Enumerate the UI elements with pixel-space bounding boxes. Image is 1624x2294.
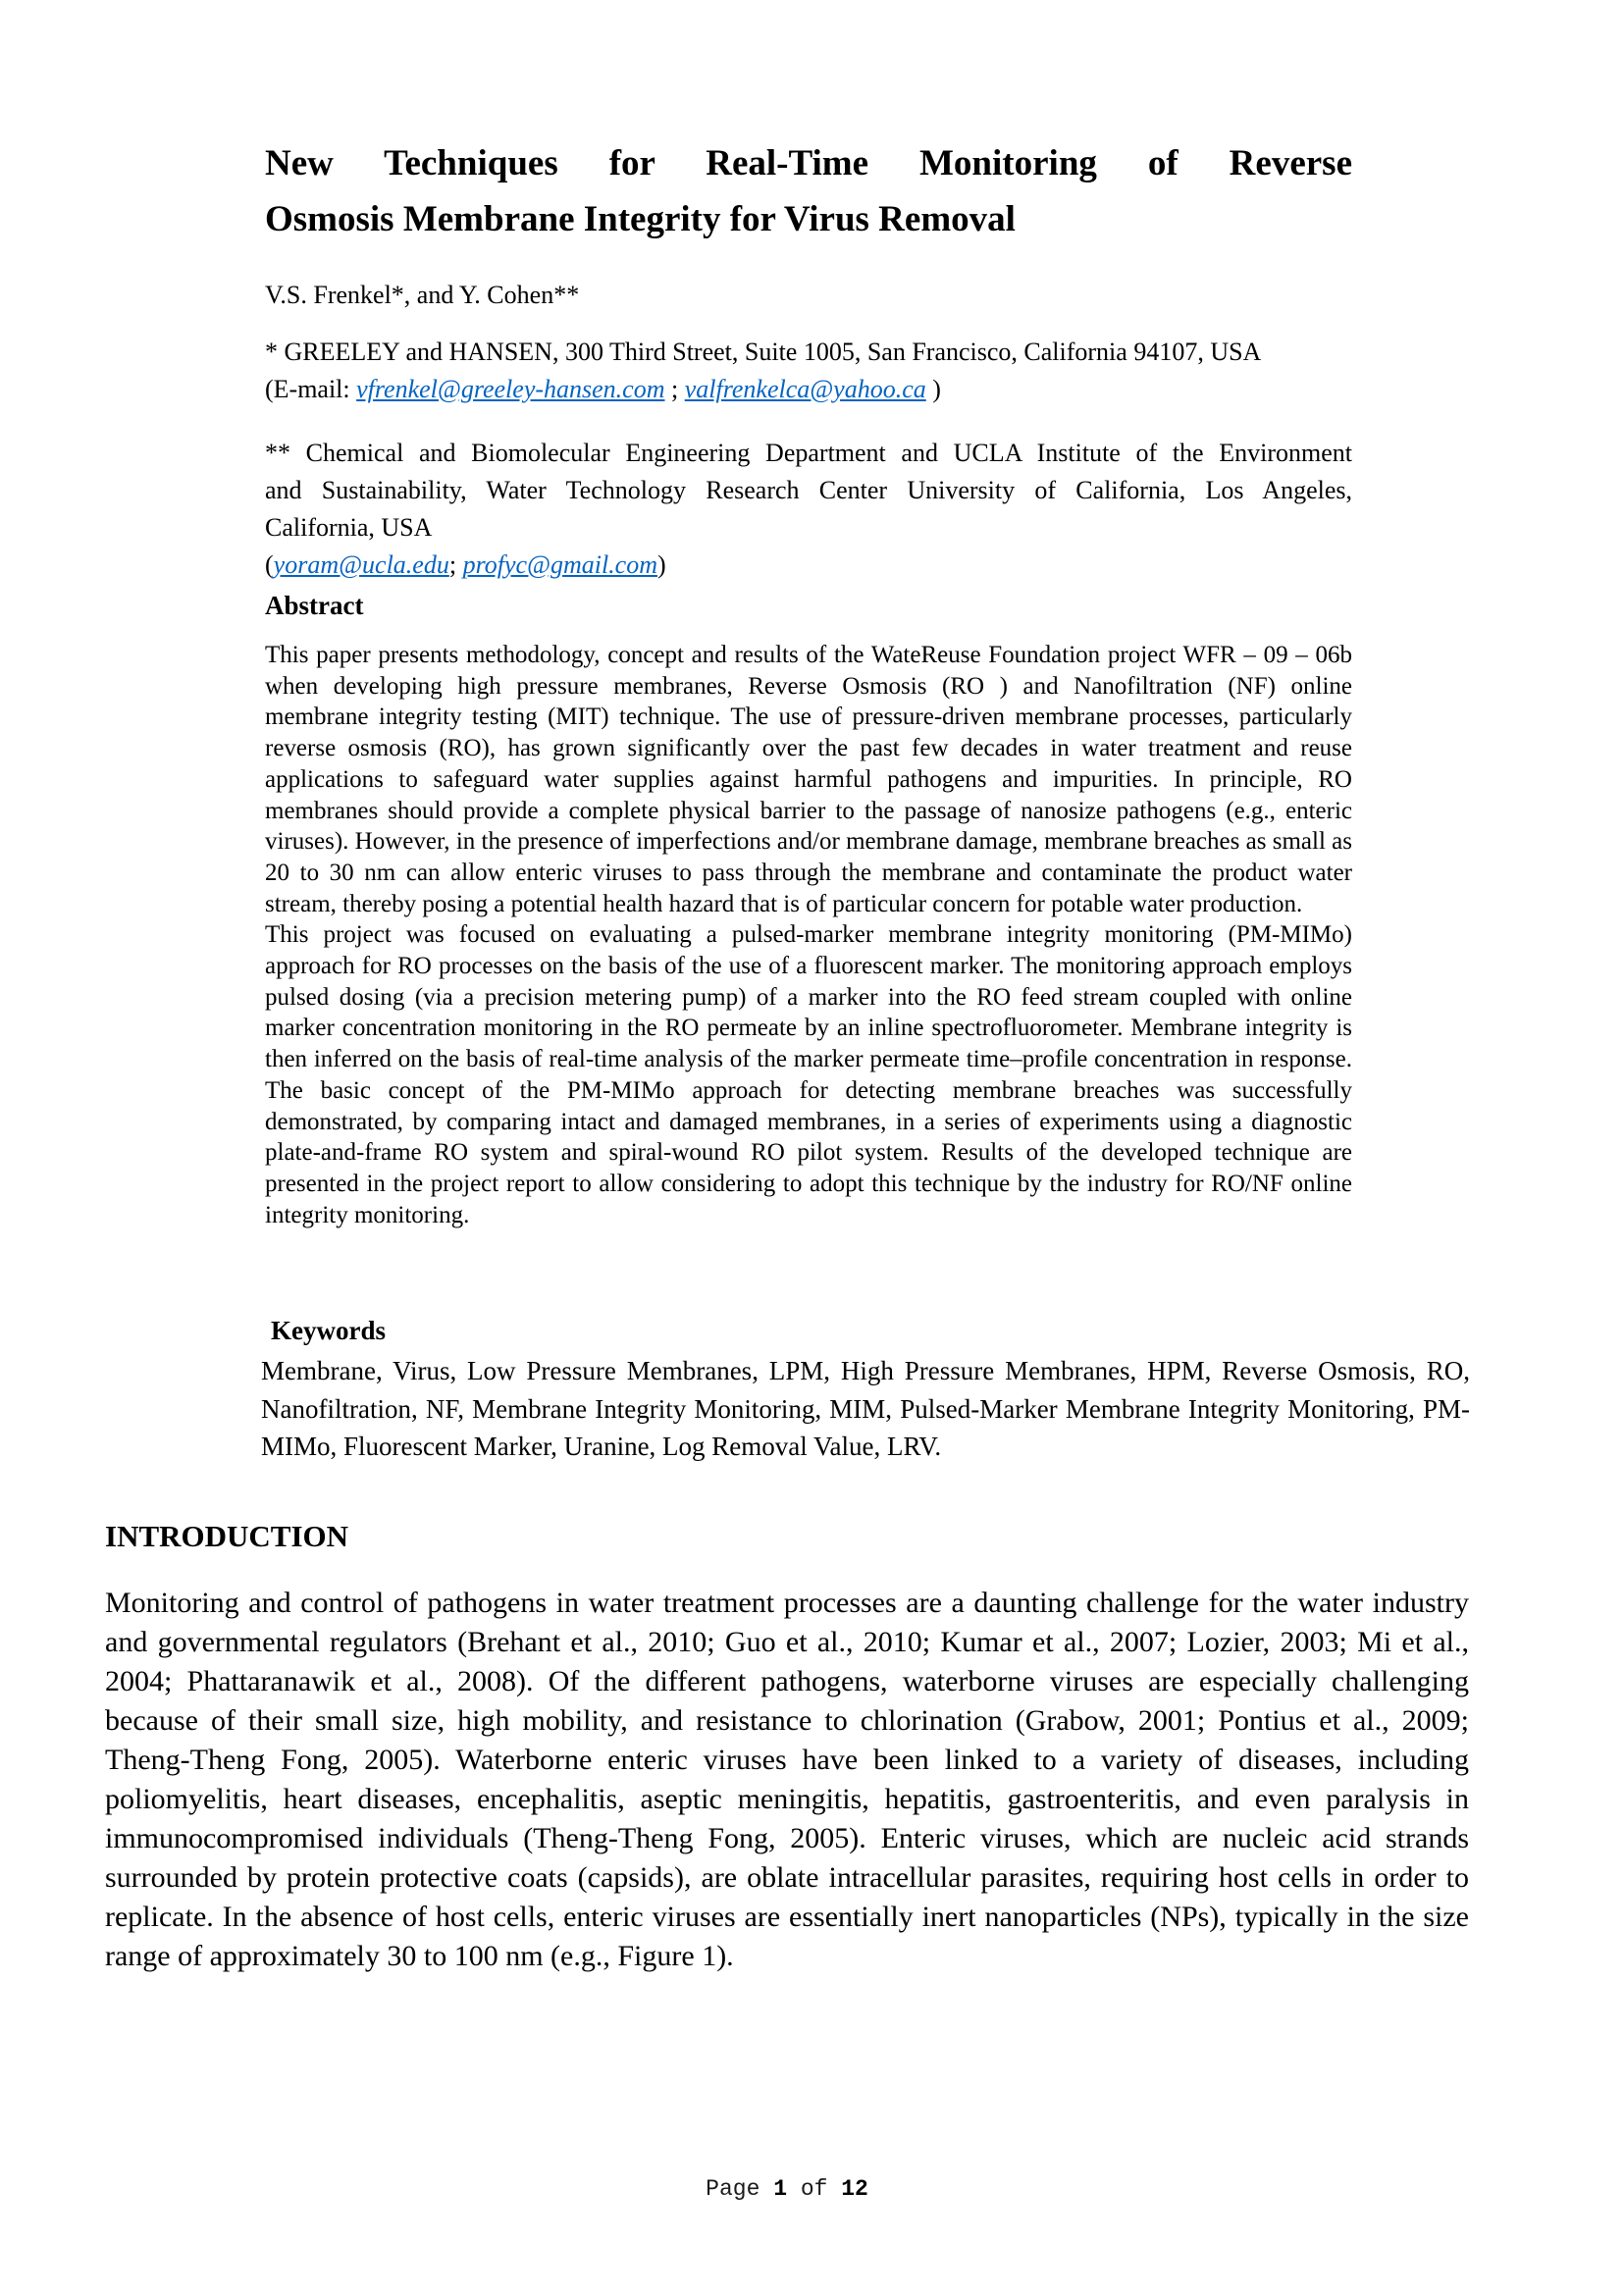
introduction-paragraph: Monitoring and control of pathogens in water treatment processes are a daunting challenge for the water industry and governmental regulators (Brehant et al., 2010; Guo et al., 2010; Kumar et al., 2007; Lozier, 2003; Mi et al., 2004; Phattaranawik et al., 2008). Of the different pathogens, waterborne viruses are especially challenging because of their small size, high mobility, and resistance to chlorination (Grabow, 2001; Pontius et al., 2009; Theng-Theng Fong, 2005). Waterborne enteric viruses have been linked to a variety of diseases, including poliomyelitis, heart diseases, encephalitis, aseptic meningitis, hepatitis, gastroenteritis, and even paralysis in immunocompromised individuals (Theng-Theng Fong, 2005). Enteric viruses, which are nucleic acid strands surrounded by protein protective coats (capsids), are oblate intracellular parasites, requiring host cells in order to replicate. In the absence of host cells, enteric viruses are essentially inert nanoparticles (NPs), typically in the size range of approximately 30 to 100 nm (e.g., Figure 1). (105, 1587, 1469, 1972)
introduction-heading: INTRODUCTION (105, 1519, 349, 1553)
email-suffix: ) (656, 550, 666, 579)
affiliation-2-emails (265, 547, 1352, 584)
email-separator: ; (664, 375, 685, 403)
affiliation-1-address: * GREELEY and HANSEN, 300 Third Street, Suite 1005, San Francisco, California 94107, USA (265, 338, 1262, 366)
abstract-paragraph-1: This paper presents methodology, concept and results of the WateReuse Foundation project WFR – 09 – 06b when developing high pressure membranes, Reverse Osmosis (RO ) and Nanofiltration (NF) online membrane integrity testing (MIT) technique. The use of pressure-driven membrane processes, particularly reverse osmosis (RO), has grown significantly over the past few decades in water treatment and reuse applications to safeguard water supplies against harmful pathogens and impurities. In principle, RO membranes should provide a complete physical barrier to the passage of nanosize pathogens (e.g., enteric viruses). However, in the presence of imperfections and/or membrane damage, membrane breaches as small as 20 to 30 nm can allow enteric viruses to pass through the membrane and contaminate the product water stream, thereby posing a potential health hazard that is of particular concern for potable water production. (265, 642, 1352, 917)
footer-page-number: 1 (773, 2176, 787, 2202)
email-link-yoram[interactable]: yoram@ucla.edu (273, 550, 449, 579)
page-title-line-2: Osmosis Membrane Integrity for Virus Removal (265, 199, 1016, 239)
affiliation-1-emails (265, 371, 1352, 408)
email-suffix: ) (925, 375, 941, 403)
abstract-body (265, 640, 1352, 1230)
email-link-vfrenkel[interactable]: vfrenkel@greeley-hansen.com (356, 375, 665, 403)
affiliation-2 (265, 435, 1352, 584)
footer-page-label: Page (706, 2176, 760, 2202)
abstract-heading: Abstract (265, 591, 364, 620)
page-title-line-1: New Techniques for Real-Time Monitoring of Reverse (265, 143, 1352, 183)
affiliation-2-line-3: California, USA (265, 513, 433, 542)
abstract-paragraph-2: This project was focused on evaluating a pulsed-marker membrane integrity monitoring (PM-MIMo) approach for RO processes on the basis of the use of a fluorescent marker. The monitoring approach employs pulsed dosing (via a precision metering pump) of a marker into the RO feed stream coupled with online marker concentration monitoring in the RO permeate by an inline spectrofluorometer. Membrane integrity is then inferred on the basis of real-time analysis of the marker permeate time–profile concentration in response. The basic concept of the PM-MIMo approach for detecting membrane breaches was successfully demonstrated, by comparing intact and damaged membranes, in a series of experiments using a diagnostic plate-and-frame RO system and spiral-wound RO pilot system. Results of the developed technique are presented in the project report to allow considering to adopt this technique by the industry for RO/NF online integrity monitoring. (265, 921, 1352, 1228)
authors-line: V.S. Frenkel*, and Y. Cohen** (265, 281, 580, 309)
email-link-profyc[interactable]: profyc@gmail.com (462, 550, 657, 579)
email-link-valfrenkelca[interactable]: valfrenkelca@yahoo.ca (684, 375, 926, 403)
affiliation-2-line-2: and Sustainability, Water Technology Research Center University of California, Los Angeles, (265, 476, 1352, 504)
footer-of-label: of (800, 2176, 828, 2202)
page-footer (105, 2174, 1469, 2204)
page-title (265, 135, 1352, 247)
affiliation-2-line-1: ** Chemical and Biomolecular Engineering Department and UCLA Institute of the Environment (265, 439, 1352, 467)
email-prefix: (E-mail: (265, 375, 357, 403)
affiliation-1 (265, 334, 1352, 408)
keywords-heading: Keywords (271, 1316, 386, 1345)
footer-total-pages: 12 (841, 2176, 868, 2202)
email-separator: ; (448, 550, 463, 579)
email-prefix: ( (265, 550, 274, 579)
keywords-list: Membrane, Virus, Low Pressure Membranes, LPM, High Pressure Membranes, HPM, Reverse Osmosis, RO, Nanofiltration, NF, Membrane Integrity Monitoring, MIM, Pulsed-Marker Membrane Integrity Monitoring, PM-MIMo, Fluorescent Marker, Uranine, Log Removal Value, LRV. (261, 1356, 1470, 1461)
